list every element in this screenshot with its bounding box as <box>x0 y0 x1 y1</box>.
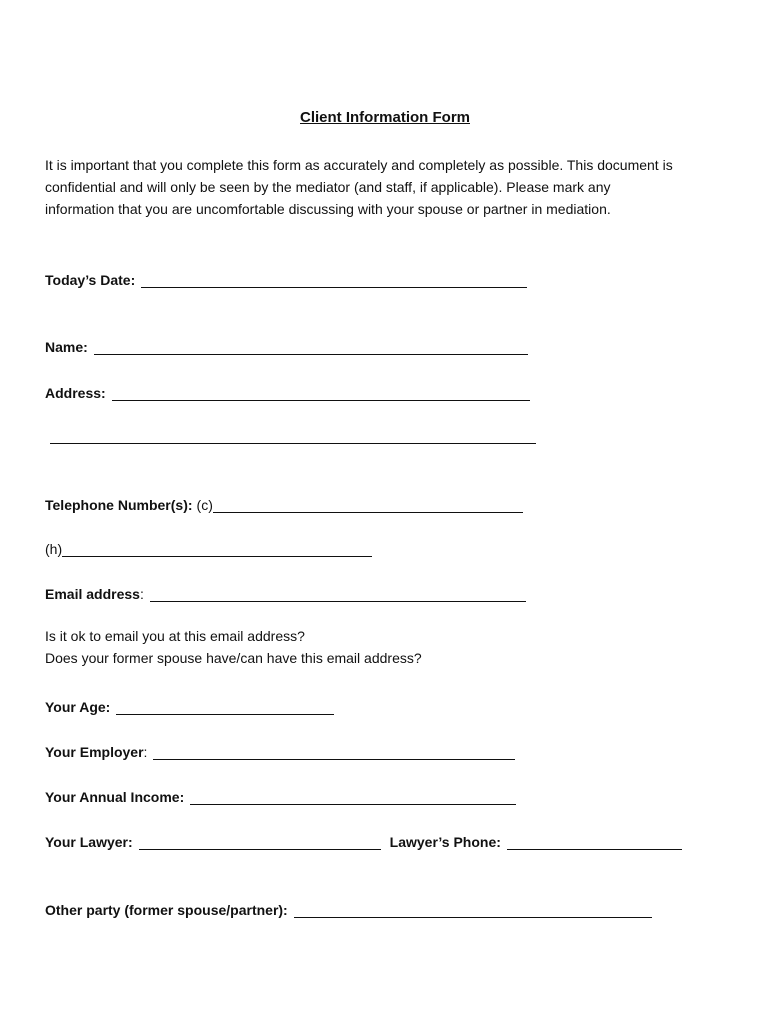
lawyer-row <box>45 830 682 850</box>
lawyer-phone-label: Lawyer’s Phone: <box>389 834 501 850</box>
todays-date-row <box>45 268 527 288</box>
intro-line-2: confidential and will only be seen by the mediator (and staff, if applicable). Please mark any <box>45 179 611 195</box>
age-label: Your Age: <box>45 699 111 715</box>
todays-date-label: Today’s Date: <box>45 272 136 288</box>
name-row <box>45 335 528 355</box>
home-prefix: (h) <box>45 541 63 557</box>
home-phone-row <box>45 537 372 557</box>
address-label: Address: <box>45 385 106 401</box>
home-phone-field[interactable] <box>62 542 372 557</box>
telephone-row <box>45 493 523 513</box>
name-label: Name: <box>45 339 88 355</box>
email-row <box>45 582 526 602</box>
address-field-line-1[interactable] <box>112 386 530 401</box>
email-label: Email address <box>45 586 140 602</box>
age-field[interactable] <box>116 700 334 715</box>
email-label-colon: : <box>139 586 144 602</box>
address-row-2 <box>50 424 536 444</box>
intro-line-1: It is important that you complete this form as accurately and completely as possible. This document is <box>45 157 673 173</box>
other-party-label: Other party (former spouse/partner): <box>45 902 288 918</box>
employer-label: Your Employer <box>45 744 144 760</box>
lawyer-label: Your Lawyer: <box>45 834 133 850</box>
telephone-label: Telephone Number(s): <box>45 497 193 513</box>
address-row <box>45 381 530 401</box>
income-row <box>45 785 516 805</box>
other-party-row <box>45 898 652 918</box>
email-question-1: Is it ok to email you at this email address? <box>45 628 305 644</box>
employer-field[interactable] <box>153 745 515 760</box>
email-field[interactable] <box>150 587 526 602</box>
address-field-line-2[interactable] <box>50 429 536 444</box>
email-question-2: Does your former spouse have/can have this email address? <box>45 650 422 666</box>
cell-phone-field[interactable] <box>213 498 523 513</box>
name-field[interactable] <box>94 340 528 355</box>
cell-prefix: (c) <box>196 497 213 513</box>
lawyer-phone-field[interactable] <box>507 835 682 850</box>
age-row <box>45 695 334 715</box>
lawyer-field[interactable] <box>139 835 381 850</box>
todays-date-field[interactable] <box>141 273 527 288</box>
other-party-field[interactable] <box>294 903 652 918</box>
form-title: Client Information Form <box>300 109 470 126</box>
income-label: Your Annual Income: <box>45 789 185 805</box>
intro-line-3: information that you are uncomfortable discussing with your spouse or partner in mediation. <box>45 201 611 217</box>
income-field[interactable] <box>190 790 516 805</box>
employer-row <box>45 740 515 760</box>
employer-label-colon: : <box>143 744 148 760</box>
intro-paragraph <box>45 154 735 220</box>
